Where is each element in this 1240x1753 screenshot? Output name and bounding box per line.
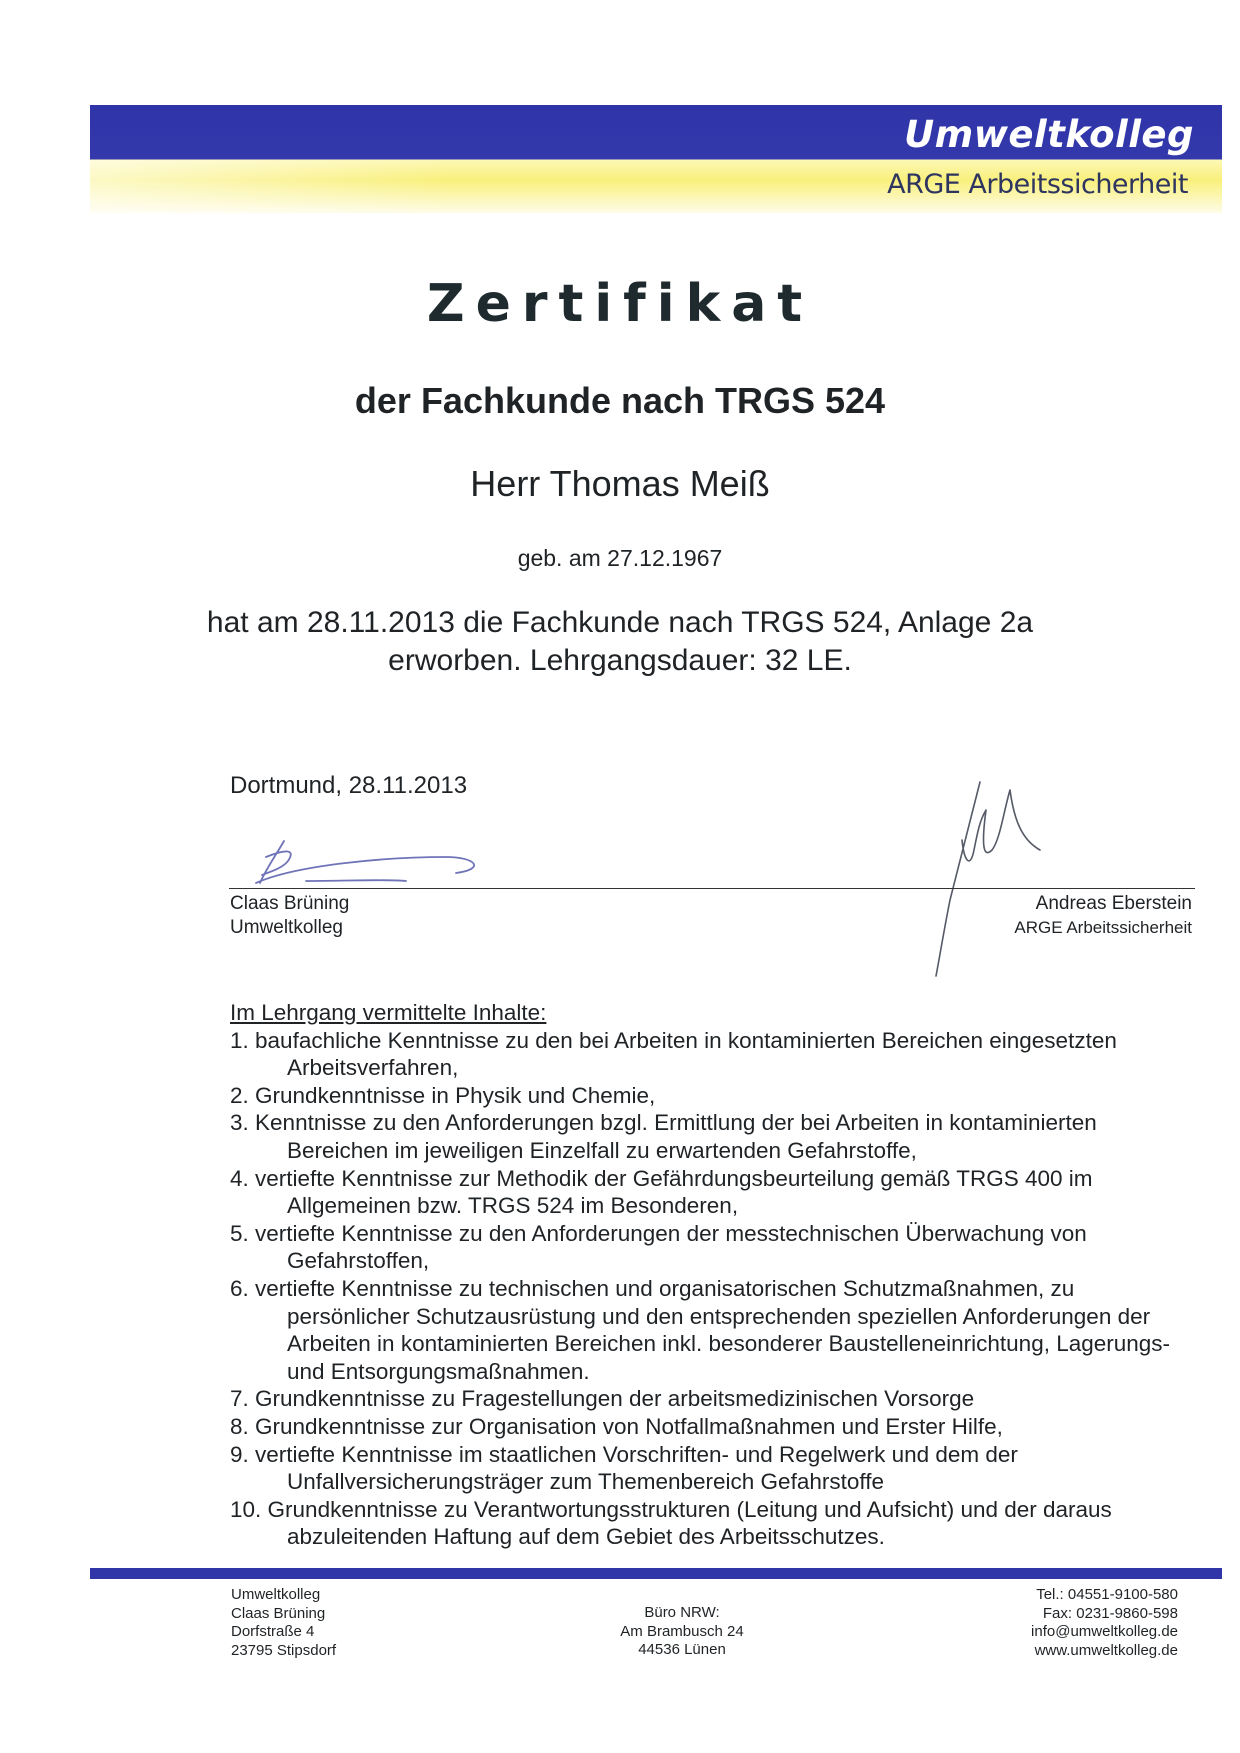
list-item <box>230 1220 1190 1275</box>
item-text: baufachliche Kenntnisse zu den bei Arbeiten in kontaminierten Bereichen eingesetzten Arbeitsverfahren, <box>255 1027 1117 1081</box>
list-item <box>230 1441 1190 1496</box>
list-item <box>230 1165 1190 1220</box>
item-number: 9. <box>230 1441 249 1467</box>
item-number: 3. <box>230 1110 249 1136</box>
signature-left-image <box>236 835 486 891</box>
list-item <box>230 1385 1190 1413</box>
item-text: vertiefte Kenntnisse zur Methodik der Gefährdungsbeurteilung gemäß TRGS 400 im Allgemeinen bzw. TRGS 524 im Besonderen, <box>255 1165 1093 1219</box>
footer-website: www.umweltkolleg.de <box>1034 1641 1178 1659</box>
item-text: Grundkenntnisse zur Organisation von Notfallmaßnahmen und Erster Hilfe, <box>255 1413 1003 1439</box>
place-and-date: Dortmund, 28.11.2013 <box>230 772 468 799</box>
signatory-right <box>1014 892 1192 940</box>
banner-fade <box>90 160 450 213</box>
item-text: Grundkenntnisse zu Fragestellungen der arbeitsmedizinischen Vorsorge <box>255 1386 975 1412</box>
item-number: 10. <box>230 1496 262 1522</box>
header-banner <box>90 105 1222 213</box>
brand-subtitle: ARGE Arbeitssicherheit <box>887 169 1188 200</box>
item-text: Grundkenntnisse zu Verantwortungsstrukturen (Leitung und Aufsicht) und der daraus abzuleitenden Haftung auf dem Gebiet des Arbeitsschutzes. <box>267 1496 1112 1550</box>
signature-right-image <box>930 780 1080 980</box>
certificate-title: Zertifikat <box>426 274 814 334</box>
certificate-statement <box>0 604 1240 680</box>
footer-contact <box>1031 1586 1178 1660</box>
item-number: 8. <box>230 1413 249 1439</box>
recipient-name: Herr Thomas Meiß <box>470 463 770 504</box>
footer-fax: Fax: 0231-9860-598 <box>1042 1604 1178 1622</box>
list-item <box>230 1275 1190 1385</box>
course-contents-list <box>230 1027 1190 1551</box>
footer-address-line: 23795 Stipsdorf <box>231 1641 337 1659</box>
footer-address <box>231 1586 336 1660</box>
signatory-right-name: Andreas Eberstein <box>1035 893 1192 914</box>
certificate-subtitle: der Fachkunde nach TRGS 524 <box>354 380 886 421</box>
list-item <box>230 1496 1190 1551</box>
signatory-left-name: Claas Brüning <box>230 893 350 914</box>
signature-line <box>229 888 1195 889</box>
footer-email: info@umweltkolleg.de <box>1031 1623 1178 1640</box>
footer-address-line: Dorfstraße 4 <box>231 1623 315 1640</box>
item-text: vertiefte Kenntnisse im staatlichen Vorschriften- und Regelwerk und dem der Unfallversicherungsträger zum Themenbereich Gefahrstoffe <box>255 1441 1018 1495</box>
signatory-left-org: Umweltkolleg <box>230 917 343 938</box>
item-text: vertiefte Kenntnisse zu technischen und organisatorischen Schutzmaßnahmen, zu persönlicher Schutzausrüstung und den entsprechenden speziellen Anforderungen der Arbeiten in kontaminierten Bereichen inkl. besonderer Baustelleneinrichtung, Lagerungs- und Entsorgungsmaßnahmen. <box>255 1275 1171 1384</box>
footer-bar <box>90 1568 1222 1579</box>
item-number: 1. <box>230 1027 249 1053</box>
statement-line-1: hat am 28.11.2013 die Fachkunde nach TRGS 524, Anlage 2a <box>206 606 1034 639</box>
item-number: 7. <box>230 1386 249 1412</box>
footer-phone: Tel.: 04551-9100-580 <box>1036 1586 1178 1603</box>
footer-office-line: Am Brambusch 24 <box>620 1622 744 1640</box>
list-item <box>230 1109 1190 1164</box>
statement-line-2: erworben. Lehrgangsdauer: 32 LE. <box>388 644 852 677</box>
signatory-right-org: ARGE Arbeitssicherheit <box>1014 918 1192 937</box>
course-contents-heading: Im Lehrgang vermittelte Inhalte: <box>230 1000 547 1025</box>
footer-office-line: Büro NRW: <box>644 1604 720 1621</box>
list-item <box>230 1413 1190 1441</box>
item-number: 6. <box>230 1275 249 1301</box>
recipient-birthdate: geb. am 27.12.1967 <box>517 545 723 571</box>
list-item <box>230 1027 1190 1082</box>
list-item <box>230 1082 1190 1110</box>
item-text: Grundkenntnisse in Physik und Chemie, <box>255 1082 656 1108</box>
item-number: 2. <box>230 1082 249 1108</box>
footer-office-line: 44536 Lünen <box>638 1641 726 1658</box>
item-number: 4. <box>230 1165 249 1191</box>
footer-address-line: Claas Brüning <box>231 1604 326 1622</box>
item-text: Kenntnisse zu den Anforderungen bzgl. Ermittlung der bei Arbeiten in kontaminierten Bereichen im jeweiligen Einzelfall zu erwartenden Gefahrstoffe, <box>255 1110 1097 1163</box>
course-contents <box>230 999 1190 1551</box>
item-text: vertiefte Kenntnisse zu den Anforderungen der messtechnischen Überwachung von Gefahrstoffen, <box>255 1220 1087 1274</box>
item-number: 5. <box>230 1220 249 1246</box>
footer-office <box>560 1604 804 1660</box>
footer-address-line: Umweltkolleg <box>231 1586 321 1603</box>
brand-name: Umweltkolleg <box>904 113 1194 156</box>
signatory-left <box>230 892 349 940</box>
